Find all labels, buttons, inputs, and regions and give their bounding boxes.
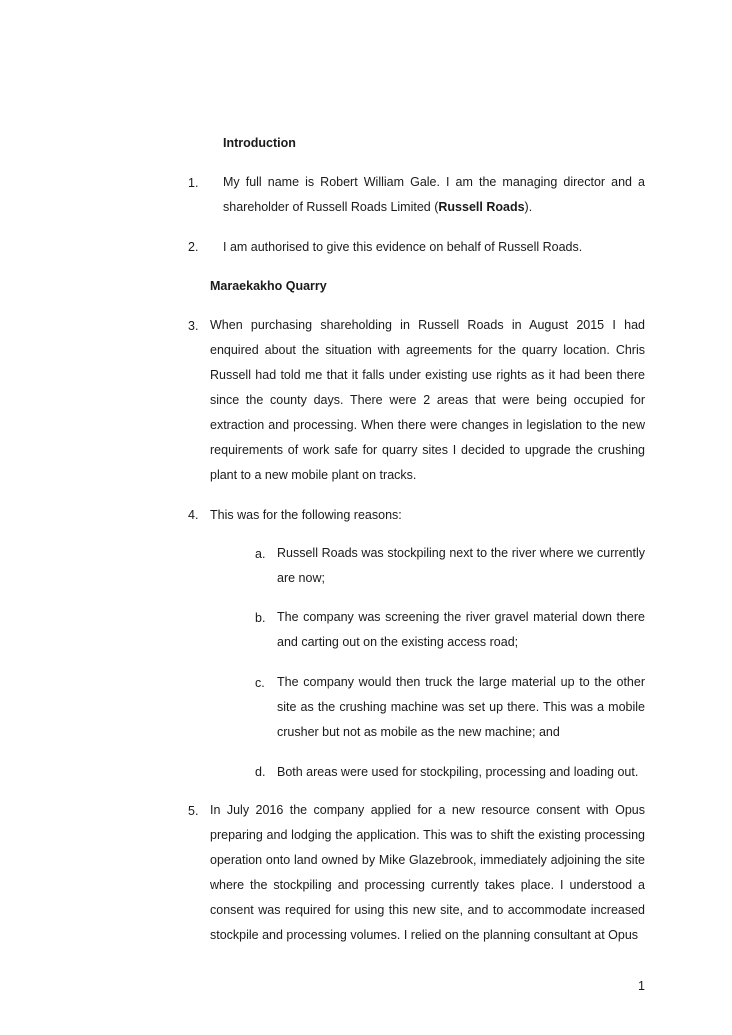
paragraph-number-4: 4.	[188, 508, 199, 522]
heading-quarry: Maraekakho Quarry	[210, 279, 327, 293]
list-item-b: The company was screening the river gravel material down there and carting out on the existing access road;	[277, 610, 645, 649]
paragraph-3: When purchasing shareholding in Russell Roads in August 2015 I had enquired about the situation with agreements for the quarry location. Chris Russell had told me that it falls under existing use rights as it had been there since the county days. There were 2 areas that were being occupied for extraction and processing. When there were changes in legislation to the new requirements of work safe for quarry sites I decided to upgrade the crushing plant to a new mobile plant on tracks.	[210, 318, 645, 482]
paragraph-5: In July 2016 the company applied for a new resource consent with Opus preparing and lodging the application. This was to shift the existing processing operation onto land owned by Mike Glazebrook, immediately adjoining the site where the stockpiling and processing currently takes place. I understood a consent was required for using this new site, and to accommodate increased stockpile and processing volumes. I relied on the planning consultant at Opus	[210, 803, 645, 942]
paragraph-1-text: My full name is Robert William Gale. I am the managing director and a shareholder of Russell Roads Limited (	[223, 175, 645, 214]
paragraph-1	[223, 170, 645, 220]
page-number: 1	[638, 979, 645, 993]
heading-introduction: Introduction	[223, 136, 296, 150]
paragraph-1-text-end: ).	[524, 200, 533, 214]
list-item-a: Russell Roads was stockpiling next to the river where we currently are now;	[277, 546, 645, 585]
paragraph-number-1: 1.	[188, 176, 199, 190]
list-item-d: Both areas were used for stockpiling, processing and loading out.	[277, 765, 639, 779]
paragraph-4: This was for the following reasons:	[210, 508, 402, 522]
list-item-c: The company would then truck the large material up to the other site as the crushing machine was set up there. This was a mobile crusher but not as mobile as the new machine; and	[277, 675, 645, 739]
paragraph-number-3: 3.	[188, 319, 199, 333]
list-item-label-b: b.	[255, 611, 266, 625]
paragraph-2: I am authorised to give this evidence on behalf of Russell Roads.	[223, 240, 583, 254]
defined-term-russell-roads: Russell Roads	[438, 200, 525, 214]
list-item-label-c: c.	[255, 676, 265, 690]
paragraph-number-5: 5.	[188, 804, 199, 818]
list-item-label-a: a.	[255, 547, 266, 561]
paragraph-number-2: 2.	[188, 240, 199, 254]
list-item-label-d: d.	[255, 765, 266, 779]
